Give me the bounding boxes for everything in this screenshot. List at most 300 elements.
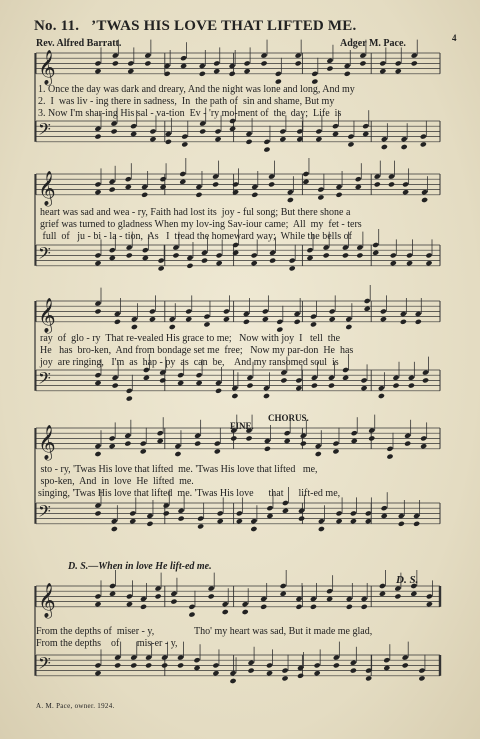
note-head — [368, 428, 375, 434]
note-head — [229, 126, 236, 132]
note-head — [281, 668, 288, 674]
note-head — [295, 604, 302, 610]
note-head — [394, 586, 401, 592]
note-head — [112, 60, 119, 66]
note-head — [326, 588, 333, 594]
clef-glyph: 𝄞 — [38, 170, 56, 206]
note-head — [178, 516, 185, 522]
note-head — [170, 591, 177, 597]
note-head — [188, 604, 195, 610]
note-head — [306, 247, 313, 253]
note-head — [332, 441, 339, 447]
note-head — [415, 311, 422, 317]
note-head — [315, 136, 322, 142]
note-head — [129, 510, 136, 516]
note-head — [232, 189, 239, 195]
note-head — [300, 433, 307, 439]
note-head — [94, 68, 101, 74]
note-head — [245, 131, 252, 137]
note-head — [114, 311, 121, 317]
note-head — [130, 131, 137, 137]
note-head — [400, 319, 407, 325]
note-head — [230, 435, 237, 441]
note-head — [360, 377, 367, 383]
note-head — [177, 372, 184, 378]
note-head — [386, 454, 393, 460]
note-head — [406, 260, 413, 266]
clef-glyph: 𝄢 — [38, 652, 51, 677]
note-head — [266, 662, 273, 668]
note-head — [372, 250, 379, 256]
note-head — [215, 388, 222, 394]
lyric-verse2-line2: grief was turned to gladness When my lov-ing Sav-iour came; All my fet - ters — [40, 219, 362, 230]
note-head — [242, 601, 249, 607]
note-head — [94, 503, 101, 509]
note-head — [280, 591, 287, 597]
note-head — [280, 583, 287, 589]
note-head — [158, 258, 165, 264]
note-head — [213, 60, 220, 66]
note-head — [310, 321, 317, 327]
note-head — [401, 136, 408, 142]
note-head — [208, 586, 215, 592]
note-head — [214, 448, 221, 454]
note-head — [420, 141, 427, 147]
note-head — [306, 255, 313, 261]
note-head — [386, 446, 393, 452]
note-head — [214, 136, 221, 142]
note-head — [406, 252, 413, 258]
note-head — [360, 385, 367, 391]
note-head — [130, 662, 137, 668]
note-head — [244, 60, 251, 66]
note-head — [318, 526, 325, 532]
note-head — [181, 141, 188, 147]
lyric-verse1-line2: heart was sad and wea - ry, Faith had lost its joy - ful song; But there shone a — [40, 207, 351, 218]
note-head — [281, 675, 288, 681]
note-head — [329, 316, 336, 322]
lyric-verse2-line4: spo-ken, And in love He lifted me. — [38, 476, 194, 487]
note-head — [145, 662, 152, 668]
note-head — [213, 68, 220, 74]
note-head — [413, 513, 420, 519]
note-head — [284, 430, 291, 436]
note-head — [401, 144, 408, 150]
note-head — [199, 121, 206, 127]
note-head — [310, 604, 317, 610]
note-head — [336, 518, 343, 524]
note-head — [114, 319, 121, 325]
note-head — [379, 68, 386, 74]
note-head — [229, 678, 236, 684]
note-head — [140, 448, 147, 454]
note-head — [212, 174, 219, 180]
note-head — [279, 128, 286, 134]
note-head — [364, 306, 371, 312]
note-head — [245, 139, 252, 145]
note-head — [126, 388, 133, 394]
lyric-verse3-line3: joy are ringing, I'm as hap - py as can be, And my ransomed soul is — [40, 357, 339, 368]
note-head — [408, 383, 415, 389]
note-head — [142, 247, 149, 253]
lyric-verse1-line1: 1. Once the day was dark and dreary, And the night was lone and long, And my — [38, 84, 355, 95]
note-head — [195, 192, 202, 198]
note-head — [143, 375, 150, 381]
note-head — [172, 252, 179, 258]
note-head — [248, 660, 255, 666]
note-head — [195, 184, 202, 190]
note-head — [109, 583, 116, 589]
note-head — [260, 60, 267, 66]
note-head — [155, 586, 162, 592]
note-head — [350, 668, 357, 674]
note-head — [149, 316, 156, 322]
note-head — [179, 171, 186, 177]
note-head — [140, 604, 147, 610]
note-head — [149, 308, 156, 314]
note-head — [263, 147, 270, 153]
note-head — [300, 441, 307, 447]
note-head — [420, 134, 427, 140]
note-head — [94, 126, 101, 132]
note-head — [275, 71, 282, 77]
note-head — [420, 435, 427, 441]
note-head — [383, 665, 390, 671]
note-head — [345, 316, 352, 322]
note-head — [317, 194, 324, 200]
copyright-footer: A. M. Pace, owner. 1924. — [36, 702, 115, 710]
note-head — [94, 510, 101, 516]
note-head — [422, 377, 429, 383]
note-head — [411, 53, 418, 59]
note-head — [146, 521, 153, 527]
note-head — [141, 184, 148, 190]
note-head — [410, 591, 417, 597]
composer-credit: Adger M. Pace. — [340, 38, 406, 49]
note-head — [194, 441, 201, 447]
note-head — [329, 308, 336, 314]
note-head — [109, 255, 116, 261]
note-head — [94, 593, 101, 599]
note-head — [169, 316, 176, 322]
note-head — [421, 189, 428, 195]
note-head — [180, 63, 187, 69]
note-head — [356, 245, 363, 251]
lyric-verse1-line4: sto - ry, 'Twas His love that lifted me. 'Twas His love that lifted me, — [38, 464, 318, 475]
note-head — [251, 184, 258, 190]
note-head — [282, 500, 289, 506]
chorus-marking: CHORUS. — [268, 413, 309, 423]
note-head — [378, 385, 385, 391]
note-head — [109, 443, 116, 449]
lyric-chorus-line1: From the depths of miser - y, Tho' my heart was sad, But it made me glad, — [36, 626, 373, 637]
note-head — [94, 662, 101, 668]
note-head — [112, 375, 119, 381]
note-head — [297, 673, 304, 679]
note-head — [359, 60, 366, 66]
note-head — [268, 181, 275, 187]
note-head — [251, 192, 258, 198]
note-head — [163, 510, 170, 516]
note-head — [194, 433, 201, 439]
note-head — [332, 131, 339, 137]
note-head — [111, 121, 118, 127]
note-head — [326, 66, 333, 72]
note-head — [294, 311, 301, 317]
note-head — [402, 662, 409, 668]
note-head — [236, 510, 243, 516]
note-head — [196, 372, 203, 378]
note-head — [94, 301, 101, 307]
note-head — [388, 181, 395, 187]
note-head — [203, 321, 210, 327]
note-head — [302, 171, 309, 177]
note-head — [295, 53, 302, 59]
note-head — [94, 601, 101, 607]
note-head — [165, 131, 172, 137]
note-head — [372, 242, 379, 248]
note-head — [193, 657, 200, 663]
note-head — [262, 308, 269, 314]
note-head — [344, 63, 351, 69]
note-head — [379, 60, 386, 66]
ds-mark: D. S. — [396, 574, 419, 586]
note-head — [402, 189, 409, 195]
note-head — [94, 308, 101, 314]
lyric-verse2-line1: 2. I was liv - ing there in sadness, In the path of sin and shame, But my — [38, 96, 335, 107]
note-head — [212, 181, 219, 187]
note-head — [125, 176, 132, 182]
note-head — [94, 443, 101, 449]
note-head — [250, 518, 257, 524]
page-number: 4 — [452, 33, 457, 43]
note-head — [425, 260, 432, 266]
note-head — [310, 596, 317, 602]
note-head — [177, 380, 184, 386]
note-head — [408, 375, 415, 381]
note-head — [208, 593, 215, 599]
note-head — [328, 383, 335, 389]
note-head — [350, 660, 357, 666]
note-head — [294, 319, 301, 325]
note-head — [161, 655, 168, 661]
note-head — [188, 612, 195, 618]
note-head — [280, 377, 287, 383]
note-head — [201, 258, 208, 264]
note-head — [126, 396, 133, 402]
note-head — [310, 314, 317, 320]
lyric-verse1-line3: ray of glo - ry That re-vealed His grace to me; Now with joy I tell the — [40, 333, 341, 344]
note-head — [222, 609, 229, 615]
note-head — [127, 60, 134, 66]
note-head — [390, 252, 397, 258]
note-head — [145, 655, 152, 661]
note-head — [315, 451, 322, 457]
note-head — [169, 324, 176, 330]
hymn-number: No. 11. — [34, 18, 80, 34]
note-head — [170, 599, 177, 605]
note-head — [379, 583, 386, 589]
note-head — [404, 441, 411, 447]
note-head — [223, 308, 230, 314]
note-head — [400, 311, 407, 317]
note-head — [199, 71, 206, 77]
note-head — [251, 252, 258, 258]
note-head — [318, 518, 325, 524]
note-head — [186, 263, 193, 269]
clef-glyph: 𝄞 — [38, 297, 56, 333]
note-head — [94, 60, 101, 66]
note-head — [141, 192, 148, 198]
note-head — [264, 438, 271, 444]
note-head — [315, 443, 322, 449]
lyric-verse3-line4: singing, 'Twas His love that lifted me. 'Twas His love that lift-ed me, — [38, 488, 341, 499]
note-head — [425, 252, 432, 258]
note-head — [378, 393, 385, 399]
note-head — [222, 601, 229, 607]
note-head — [124, 433, 131, 439]
note-head — [333, 662, 340, 668]
note-head — [244, 68, 251, 74]
note-head — [157, 430, 164, 436]
note-head — [379, 591, 386, 597]
note-head — [298, 508, 305, 514]
note-head — [130, 655, 137, 661]
note-head — [199, 128, 206, 134]
note-head — [260, 596, 267, 602]
note-head — [295, 385, 302, 391]
note-head — [351, 430, 358, 436]
note-head — [333, 655, 340, 661]
note-head — [94, 252, 101, 258]
note-head — [140, 441, 147, 447]
note-head — [94, 372, 101, 378]
note-head — [262, 316, 269, 322]
note-head — [380, 316, 387, 322]
note-head — [317, 187, 324, 193]
note-head — [174, 443, 181, 449]
note-head — [109, 247, 116, 253]
note-head — [365, 675, 372, 681]
note-head — [268, 174, 275, 180]
note-head — [276, 319, 283, 325]
note-head — [344, 71, 351, 77]
note-head — [181, 134, 188, 140]
note-head — [279, 136, 286, 142]
note-head — [196, 380, 203, 386]
note-head — [413, 521, 420, 527]
note-head — [364, 298, 371, 304]
note-head — [163, 503, 170, 509]
note-head — [395, 68, 402, 74]
note-head — [214, 441, 221, 447]
note-head — [323, 245, 330, 251]
lyric-chorus-line2: From the depths of mis-er - y, — [36, 638, 178, 649]
note-head — [381, 144, 388, 150]
note-head — [260, 53, 267, 59]
clef-glyph: 𝄢 — [38, 367, 51, 392]
note-head — [229, 63, 236, 69]
note-head — [165, 139, 172, 145]
note-head — [411, 60, 418, 66]
note-head — [155, 593, 162, 599]
note-head — [179, 179, 186, 185]
note-head — [342, 367, 349, 373]
note-head — [126, 252, 133, 258]
note-head — [280, 370, 287, 376]
note-head — [323, 252, 330, 258]
note-head — [380, 308, 387, 314]
note-head — [180, 55, 187, 61]
note-head — [346, 596, 353, 602]
note-head — [311, 383, 318, 389]
note-head — [368, 435, 375, 441]
note-head — [160, 176, 167, 182]
note-head — [140, 596, 147, 602]
note-head — [298, 516, 305, 522]
note-head — [214, 128, 221, 134]
note-head — [404, 433, 411, 439]
lyric-verse3-line1: 3. Now I'm shar-ing His sal - va-tion Ev - 'ry mo-ment of the day; Life is — [38, 108, 342, 119]
note-head — [361, 604, 368, 610]
ds-instruction: D. S.—When in love He lift-ed me. — [68, 561, 212, 572]
note-head — [111, 518, 118, 524]
note-head — [203, 314, 210, 320]
note-head — [266, 513, 273, 519]
note-head — [146, 513, 153, 519]
note-head — [94, 260, 101, 266]
note-head — [109, 591, 116, 597]
clef-glyph: 𝄢 — [38, 500, 51, 525]
note-head — [402, 181, 409, 187]
note-head — [197, 516, 204, 522]
note-head — [109, 179, 116, 185]
note-head — [144, 53, 151, 59]
note-head — [197, 523, 204, 529]
note-head — [336, 510, 343, 516]
note-head — [94, 380, 101, 386]
note-head — [186, 255, 193, 261]
hymn-title: ’TWAS HIS LOVE THAT LIFTED ME. — [91, 18, 357, 34]
note-head — [112, 53, 119, 59]
note-head — [295, 377, 302, 383]
note-head — [426, 593, 433, 599]
note-head — [260, 604, 267, 610]
note-head — [381, 136, 388, 142]
note-head — [245, 435, 252, 441]
note-head — [342, 375, 349, 381]
note-head — [125, 184, 132, 190]
fine-marking: FINE. — [230, 421, 254, 431]
note-head — [246, 383, 253, 389]
note-head — [302, 179, 309, 185]
note-head — [157, 438, 164, 444]
clef-glyph: 𝄞 — [38, 424, 56, 460]
note-head — [295, 596, 302, 602]
note-head — [398, 513, 405, 519]
note-head — [158, 265, 165, 271]
note-head — [216, 252, 223, 258]
note-head — [242, 609, 249, 615]
note-head — [263, 393, 270, 399]
note-head — [144, 60, 151, 66]
note-head — [178, 508, 185, 514]
note-head — [142, 255, 149, 261]
note-head — [311, 71, 318, 77]
note-head — [217, 518, 224, 524]
note-head — [112, 383, 119, 389]
note-head — [421, 197, 428, 203]
